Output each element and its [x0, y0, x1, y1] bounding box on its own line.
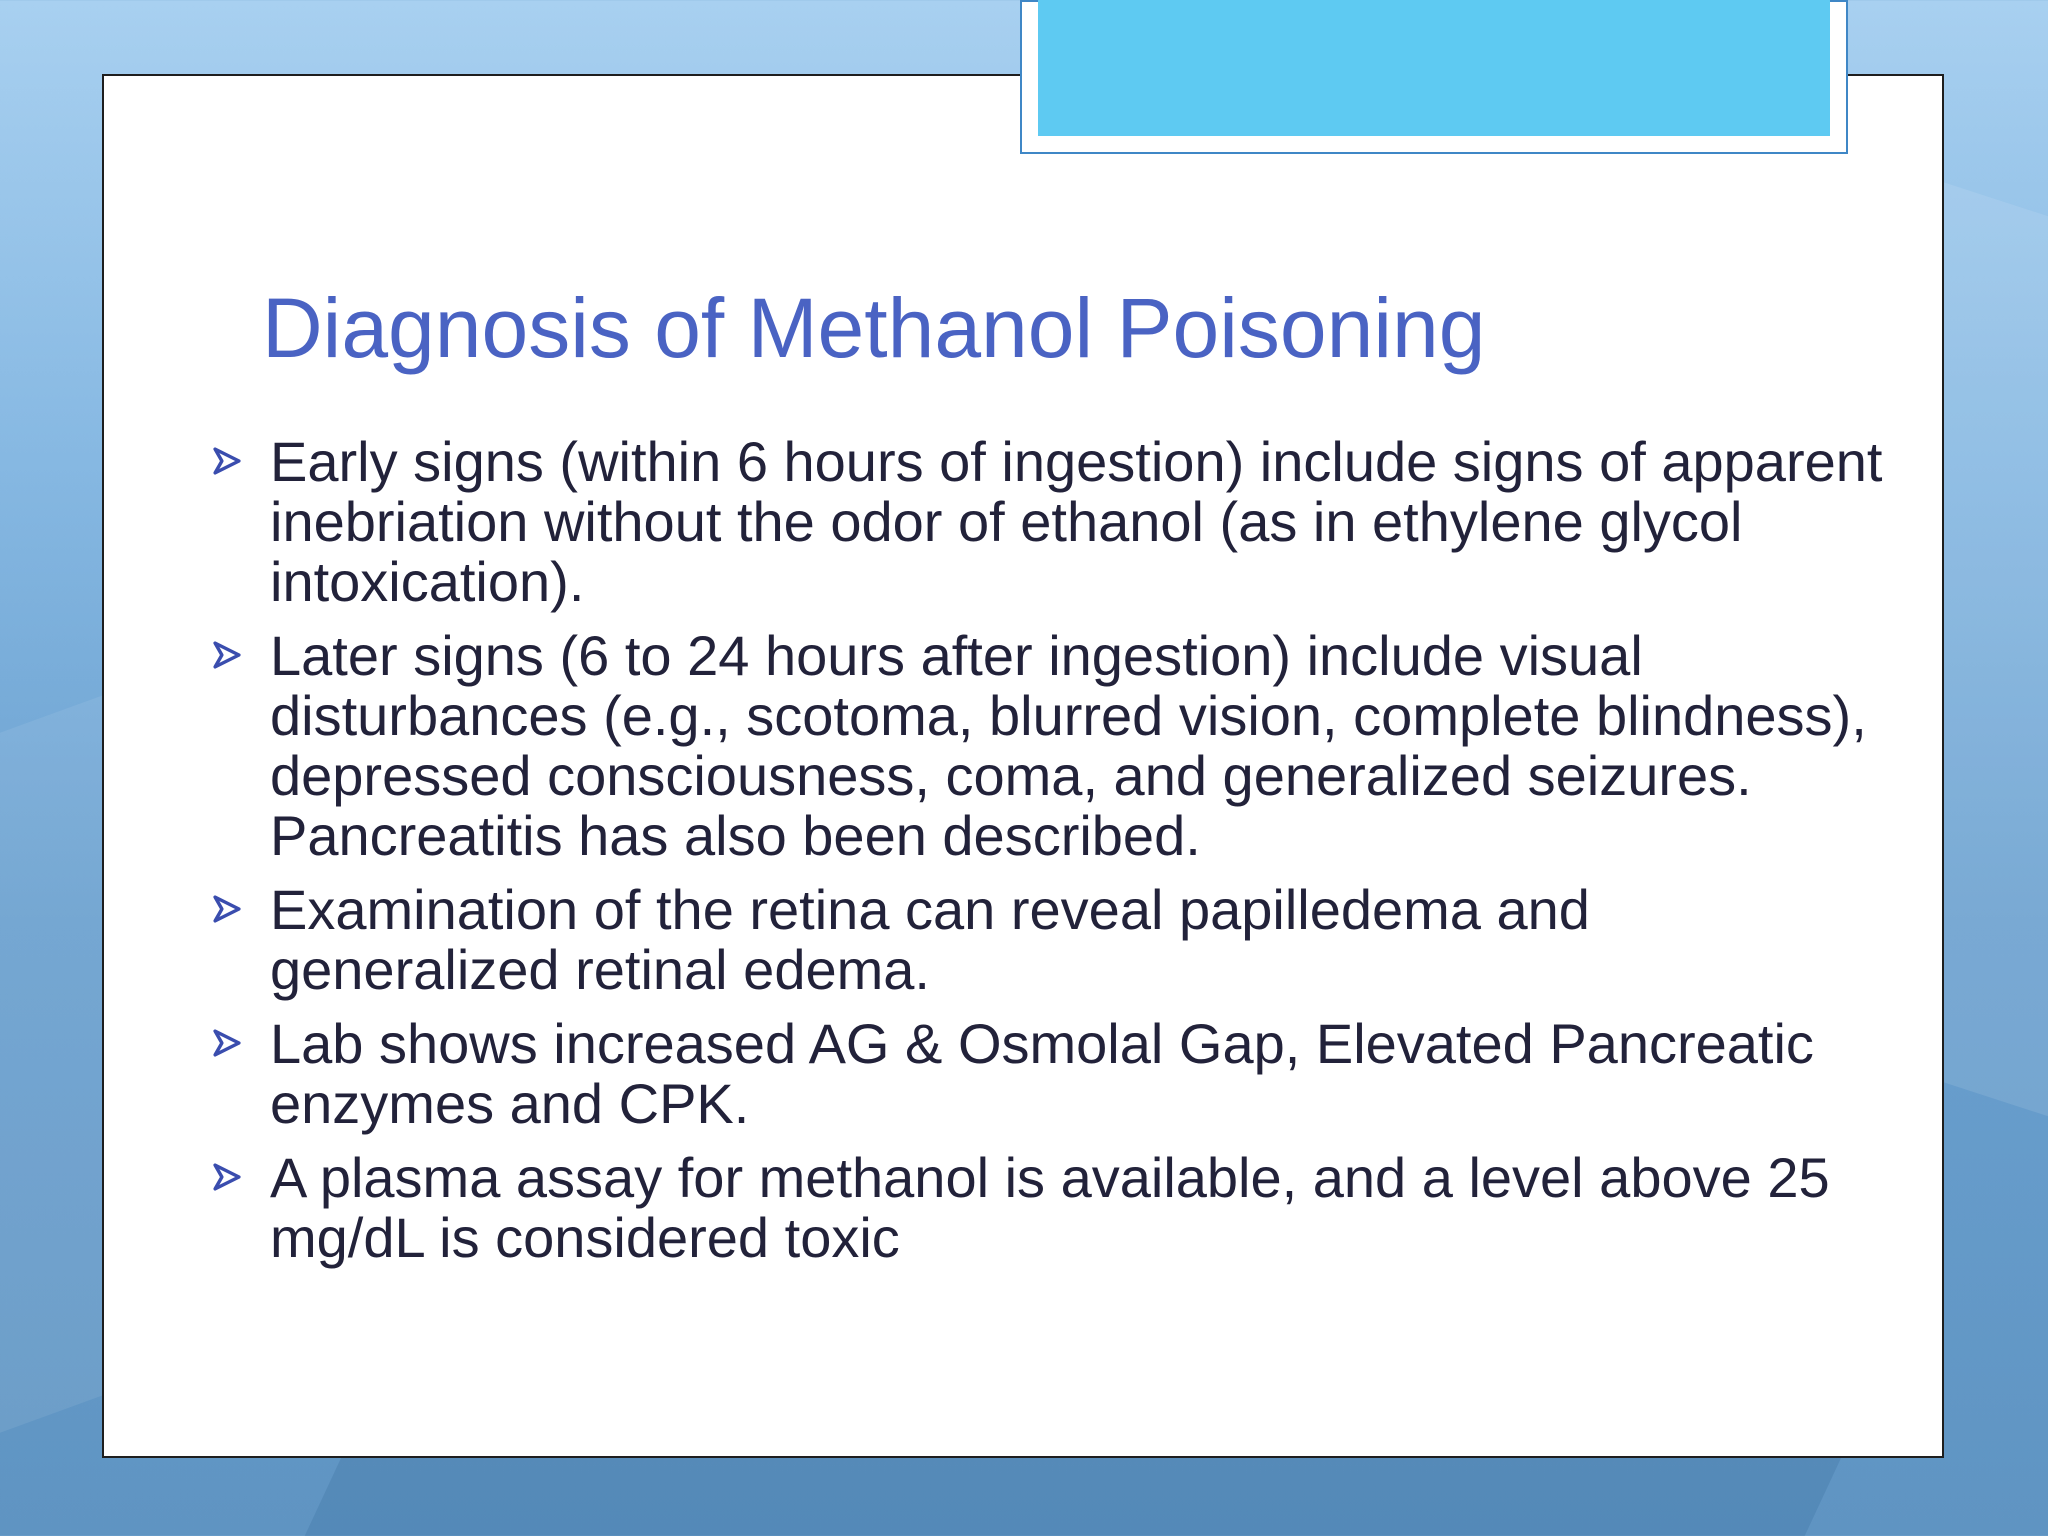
slide-title: Diagnosis of Methanol Poisoning: [262, 281, 1486, 375]
accent-tab: [1038, 0, 1830, 136]
arrow-bullet-icon: [210, 892, 244, 926]
arrow-bullet-icon: [210, 1160, 244, 1194]
bullet-list: [210, 432, 1890, 1282]
background-shape: [258, 1456, 1842, 1536]
bullet-item: [210, 1148, 1890, 1268]
bullet-item: [210, 880, 1890, 1000]
bullet-text: Lab shows increased AG & Osmolal Gap, Elevated Pancreatic enzymes and CPK.: [270, 1012, 1814, 1135]
arrow-bullet-icon: [210, 444, 244, 478]
arrow-bullet-icon: [210, 638, 244, 672]
arrow-bullet-icon: [210, 1026, 244, 1060]
bullet-item: [210, 626, 1890, 866]
bullet-text: Early signs (within 6 hours of ingestion) include signs of apparent inebriation without the odor of ethanol (as in ethylene glycol intoxication).: [270, 430, 1883, 613]
bullet-text: Later signs (6 to 24 hours after ingestion) include visual disturbances (e.g., scotoma, blurred vision, complete blindness), depressed consciousness, coma, and generalized seizures. Pancreatitis has also been described.: [270, 624, 1867, 867]
bullet-item: [210, 1014, 1890, 1134]
bullet-item: [210, 432, 1890, 612]
bullet-text: A plasma assay for methanol is available, and a level above 25 mg/dL is considered toxic: [270, 1146, 1830, 1269]
bullet-text: Examination of the retina can reveal papilledema and generalized retinal edema.: [270, 878, 1590, 1001]
